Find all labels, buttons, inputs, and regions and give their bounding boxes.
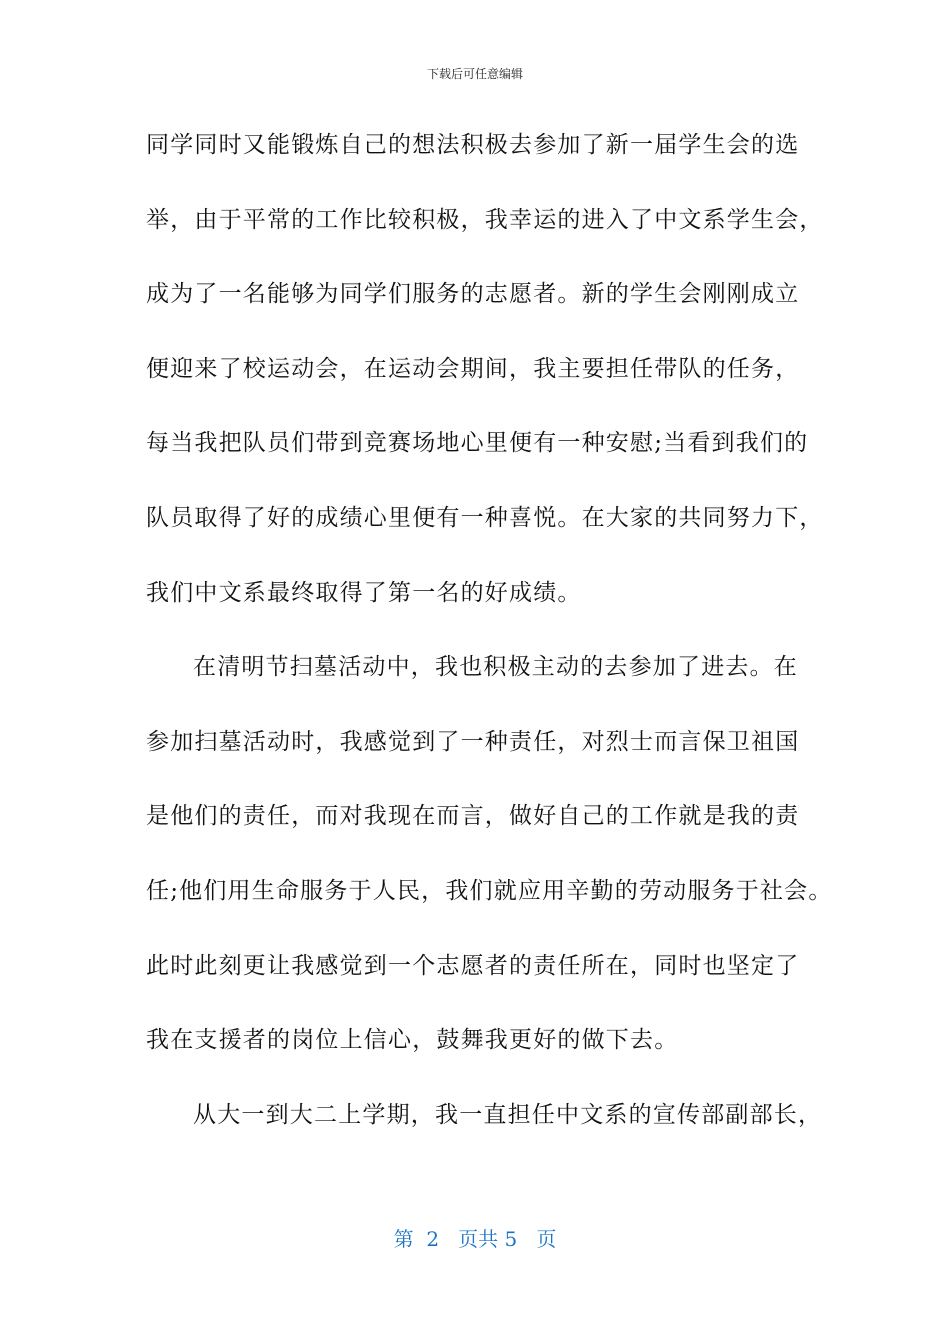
paragraph-start-line: 在清明节扫墓活动中，我也积极主动的去参加了进去。在 [193, 654, 798, 681]
text-line: 同学同时又能锻炼自己的想法积极去参加了新一届学生会的选 [146, 132, 800, 158]
text-line: 举，由于平常的工作比较积极，我幸运的进入了中文系学生会， [146, 206, 824, 233]
text-line: 我在支援者的岗位上信心，鼓舞我更好的做下去。 [146, 1027, 679, 1054]
page-number-footer: 第 2 页共 5 页 [393, 1227, 557, 1251]
header-note: 下载后可任意编辑 [426, 67, 523, 81]
paragraph-start-line: 从大一到大二上学期，我一直担任中文系的宣传部副部长， [193, 1101, 823, 1128]
text-line: 此时此刻更让我感觉到一个志愿者的责任所在，同时也坚定了 [146, 952, 800, 979]
text-line: 是他们的责任，而对我现在而言，做好自己的工作就是我的责 [146, 803, 800, 830]
text-line: 我们中文系最终取得了第一名的好成绩。 [146, 579, 582, 606]
text-line: 参加扫墓活动时，我感觉到了一种责任，对烈士而言保卫祖国 [146, 728, 800, 755]
text-line: 任;他们用生命服务于人民，我们就应用辛勤的劳动服务于社会。 [146, 877, 833, 904]
document-body [146, 121, 833, 1165]
text-line: 便迎来了校运动会，在运动会期间，我主要担任带队的任务， [146, 355, 800, 382]
text-line: 队员取得了好的成绩心里便有一种喜悦。在大家的共同努力下， [146, 504, 824, 531]
text-line: 成为了一名能够为同学们服务的志愿者。新的学生会刚刚成立 [146, 281, 800, 308]
text-line: 每当我把队员们带到竞赛场地心里便有一种安慰;当看到我们的 [146, 430, 809, 457]
